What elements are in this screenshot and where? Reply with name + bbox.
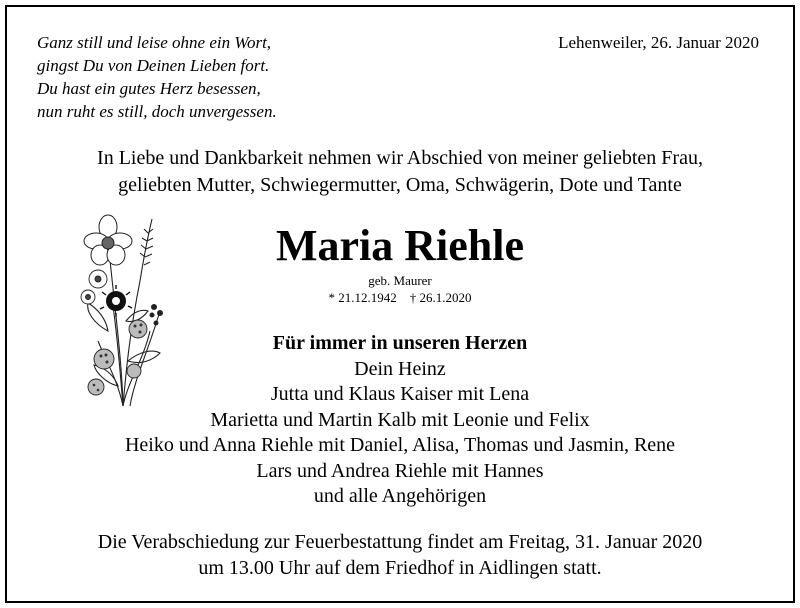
funeral-info-line: um 13.00 Uhr auf dem Friedhof in Aidlingen statt. xyxy=(198,557,602,579)
mourners-list xyxy=(0,331,800,510)
intro-text xyxy=(0,145,800,199)
place-date: Lehenweiler, 26. Januar 2020 xyxy=(558,33,759,52)
poem-line: Ganz still und leise ohne ein Wort, xyxy=(37,33,272,52)
birth-name: geb. Maurer xyxy=(368,273,432,288)
funeral-info-line: Die Verabschiedung zur Feuerbestattung findet am Freitag, 31. Januar 2020 xyxy=(97,531,703,553)
life-dates: * 21.12.1942 † 26.1.2020 xyxy=(328,290,472,305)
mourner-line: Jutta und Klaus Kaiser mit Lena xyxy=(270,383,530,405)
deceased-name: Maria Riehle xyxy=(275,221,525,270)
mourner-line: und alle Angehörigen xyxy=(313,485,487,507)
mourner-line: Marietta und Martin Kalb mit Leonie und Felix xyxy=(210,408,590,431)
mourners-heading: Für immer in unseren Herzen xyxy=(272,332,528,354)
memorial-poem xyxy=(37,31,277,123)
poem-line: nun ruht es still, doch unvergessen. xyxy=(37,102,277,121)
intro-line: In Liebe und Dankbarkeit nehmen wir Abschied von meiner geliebten Frau, xyxy=(97,147,703,169)
poem-line: Du hast ein gutes Herz besessen, xyxy=(37,79,261,98)
mourner-line: Lars und Andrea Riehle mit Hannes xyxy=(256,459,544,482)
intro-line: geliebten Mutter, Schwiegermutter, Oma, Schwägerin, Dote und Tante xyxy=(118,174,682,196)
mourner-line: Dein Heinz xyxy=(354,357,446,380)
poem-line: gingst Du von Deinen Lieben fort. xyxy=(37,56,270,75)
funeral-info xyxy=(0,529,800,581)
mourner-line: Heiko und Anna Riehle mit Daniel, Alisa, Thomas und Jasmin, Rene xyxy=(124,434,676,456)
